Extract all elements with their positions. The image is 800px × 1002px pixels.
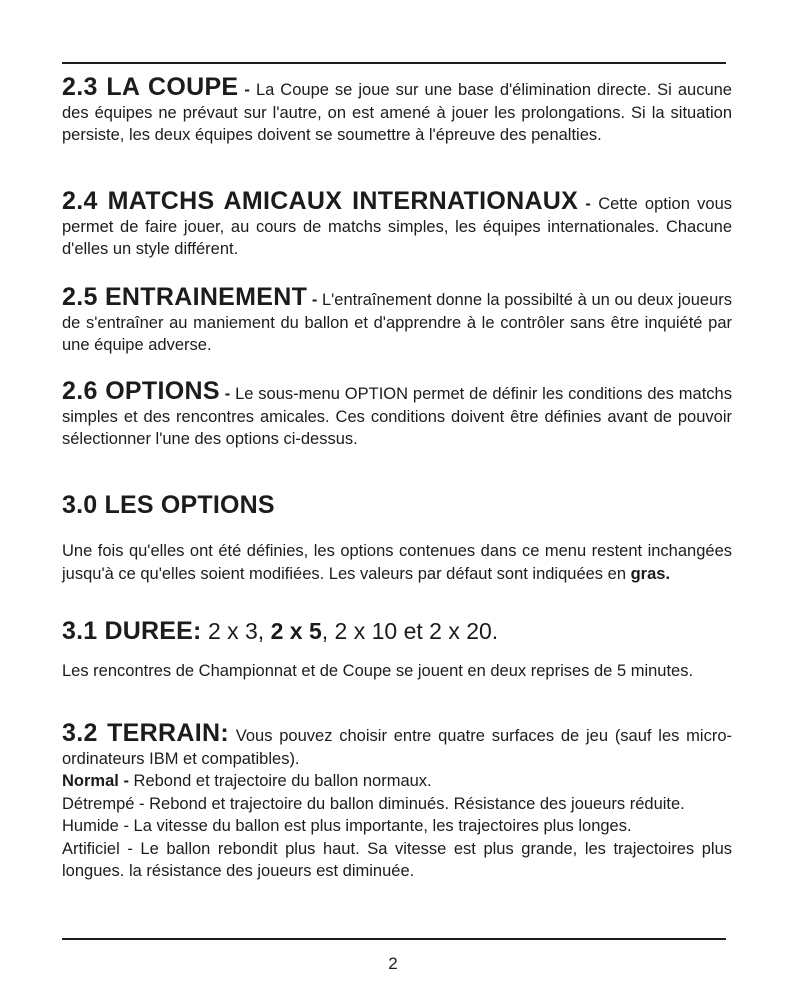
section-text: Les rencontres de Championnat et de Coupe se jouent en deux reprises de 5 minutes. [62, 662, 694, 680]
title-separator: - [224, 385, 231, 403]
title-separator: - [585, 195, 591, 213]
section-title: 3.0 LES OPTIONS [62, 491, 275, 519]
section-text: Cette option vous permet de faire jouer, au cours de matchs simples, les équipes internationales. Chacune d'elles un style différent. [62, 195, 732, 258]
section-coupe [62, 73, 732, 147]
terrain-desc: Le ballon rebondit plus haut. Sa vitesse est plus grande, les trajectoires plus longues. la résistance des joueurs est diminuée. [62, 839, 733, 880]
terrain-name: Humide [62, 817, 119, 835]
section-terrain [62, 719, 733, 883]
terrain-item [62, 838, 732, 883]
top-rule [62, 62, 726, 64]
section-text: L'entraînement donne la possibilté à un ou deux joueurs de s'entraîner au maniement du ballon et d'apprendre à le contrôler sans être inquiété par une équipe adverse. [62, 291, 732, 354]
terrain-name: Artificiel [62, 839, 120, 858]
section-options [62, 377, 732, 451]
section-text: La Coupe se joue sur une base d'élimination directe. Si aucune des équipes ne prévaut sur l'autre, on est amené à jouer les prolongations. Si la situation persiste, les deux équipes doivent se soumettre à l'épreuve des penalties. [62, 81, 732, 144]
page-number: 2 [388, 954, 398, 973]
terrain-sep: - [118, 772, 134, 790]
title-separator: - [244, 81, 250, 99]
section-entrainement [62, 283, 732, 357]
duree-options-rest: , 2 x 10 et 2 x 20. [321, 618, 499, 644]
duree-option: 2 x 3, [207, 618, 265, 644]
section-les-options-heading [62, 491, 732, 519]
title-colon: : [220, 719, 229, 747]
terrain-name: Normal [62, 772, 119, 790]
terrain-sep: - [134, 794, 150, 813]
section-title: 2.6 OPTIONS [62, 377, 220, 405]
terrain-item [62, 793, 732, 816]
terrain-sep: - [119, 839, 141, 858]
title-separator: - [311, 291, 318, 309]
terrain-desc: Rebond et trajectoire du ballon diminués. Résistance des joueurs réduite. [149, 794, 685, 813]
section-title: 2.3 LA COUPE [62, 73, 239, 101]
duree-default-option: 2 x 5 [270, 618, 322, 644]
title-colon: : [193, 617, 202, 645]
bold-word: gras. [630, 564, 671, 583]
section-title: 2.4 MATCHS AMICAUX INTERNATIONAUX [62, 187, 579, 215]
terrain-item [62, 815, 732, 838]
section-les-options-text [62, 540, 732, 585]
bottom-rule [62, 938, 726, 940]
section-text: Le sous-menu OPTION permet de définir les conditions des matchs simples et des rencontres amicales. Ces conditions doivent être définies avant de pouvoir sélectionner l'une des options ci-dessus. [62, 385, 732, 448]
section-title: 2.5 ENTRAINEMENT [62, 283, 308, 311]
section-text: Une fois qu'elles ont été définies, les options contenues dans ce menu restent inchangées jusqu'à ce qu'elles soient modifiées. Les valeurs par défaut sont indiquées en [62, 542, 732, 583]
section-title: 3.1 DUREE [62, 617, 194, 645]
terrain-desc: Rebond et trajectoire du ballon normaux. [133, 772, 432, 790]
section-title: 3.2 TERRAIN [62, 719, 221, 747]
section-duree-heading [62, 617, 732, 645]
section-matchs-amicaux [62, 187, 732, 261]
terrain-desc: La vitesse du ballon est plus importante, les trajectoires plus longes. [133, 817, 632, 835]
terrain-item [62, 770, 732, 793]
section-text: Vous pouvez choisir entre quatre surfaces de jeu (sauf les micro-ordinateurs IBM et compatibles). [62, 727, 732, 768]
terrain-sep: - [118, 817, 134, 835]
section-duree-text [62, 660, 732, 683]
terrain-name: Détrempé [62, 794, 135, 813]
